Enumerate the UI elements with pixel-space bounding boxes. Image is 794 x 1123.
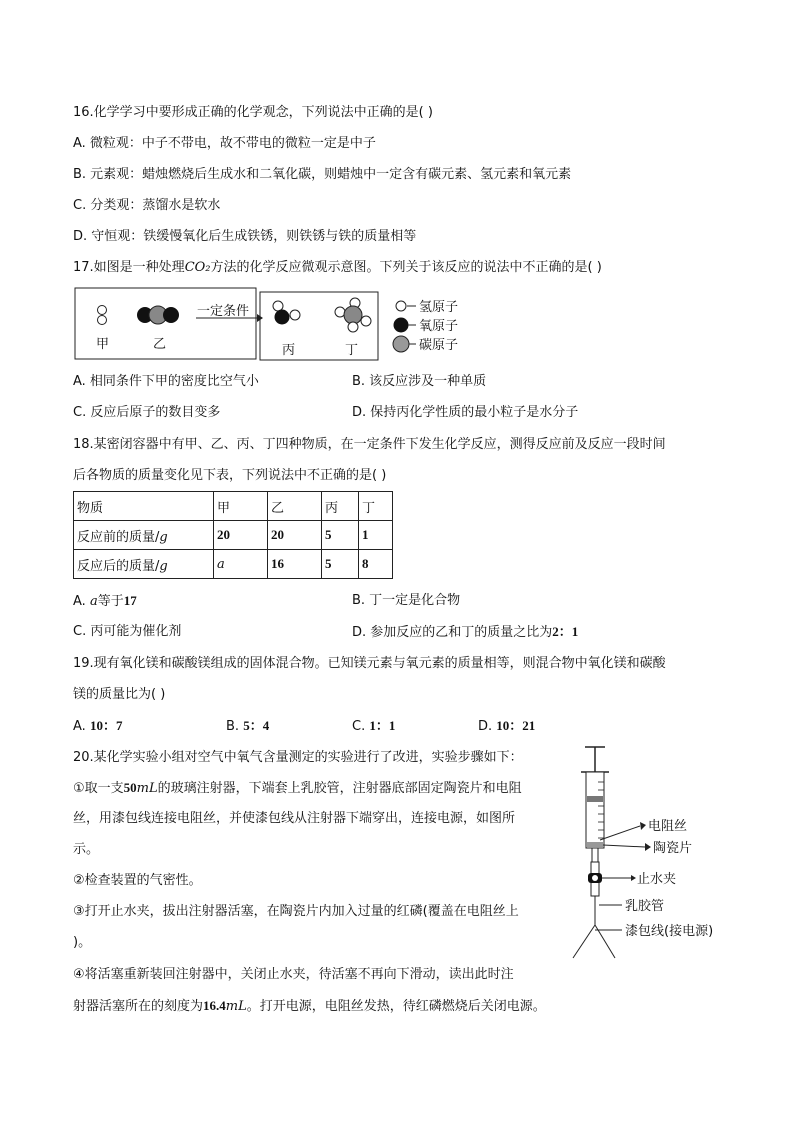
q19-option-c: C. 1：1 — [352, 718, 396, 734]
q17-stem-post: 方法的化学反应微观示意图。下列关于该反应的说法中不正确的是( ) — [210, 260, 602, 275]
label-water-clamp: 止水夹 — [637, 872, 677, 887]
q18-stem-line2: 后各物质的质量变化见下表，下列说法中不正确的是( ) — [73, 468, 387, 483]
table-row-label: 反应前的质量/g — [74, 521, 214, 550]
hydrogen-atom — [273, 301, 283, 311]
hydrogen-atom — [98, 316, 107, 325]
label-ceramic-plate: 陶瓷片 — [653, 841, 693, 856]
table-cell: 16 — [268, 550, 322, 579]
syringe-apparatus — [570, 740, 770, 965]
q17-option-d: D. 保持丙化学性质的最小粒子是水分子 — [352, 405, 579, 420]
table-header-cell: 乙 — [268, 492, 322, 521]
table-cell: 5 — [322, 550, 359, 579]
syringe-barrel — [586, 772, 604, 848]
table-header-row — [74, 492, 393, 521]
table-row — [74, 521, 393, 550]
q17-option-b: B. 该反应涉及一种单质 — [352, 374, 487, 389]
table-cell: 20 — [268, 521, 322, 550]
q19-option-b: B. 5：4 — [226, 718, 270, 734]
table-cell: 5 — [322, 521, 359, 550]
table-cell: 8 — [359, 550, 393, 579]
q16-option-b: B. 元素观：蜡烛燃烧后生成水和二氧化碳，则蜡烛中一定含有碳元素、氢元素和氧元素 — [73, 167, 572, 182]
label-rubber-tube: 乳胶管 — [625, 899, 665, 914]
q19-stem-line1: 19.现有氧化镁和碳酸镁组成的固体混合物。已知镁元素与氧元素的质量相等，则混合物中氧化镁和碳酸 — [73, 656, 666, 671]
label-ding: 丁 — [345, 343, 359, 358]
q16-option-c: C. 分类观：蒸馏水是软水 — [73, 198, 221, 213]
hydrogen-atom — [290, 310, 300, 320]
mass-table — [73, 491, 393, 579]
q16-option-d: D. 守恒观：铁缓慢氧化后生成铁锈，则铁锈与铁的质量相等 — [73, 229, 417, 244]
table-header-cell: 物质 — [74, 492, 214, 521]
table-cell: 1 — [359, 521, 393, 550]
q17-stem — [73, 259, 602, 277]
q18-option-d: D. 参加反应的乙和丁的质量之比为2：1 — [352, 624, 579, 640]
q18-option-c: C. 丙可能为催化剂 — [73, 624, 182, 639]
q17-option-c: C. 反应后原子的数目变多 — [73, 405, 221, 420]
q20-step3-line2: )。 — [73, 935, 92, 950]
table-cell: 20 — [214, 521, 268, 550]
carbon-atom — [344, 306, 362, 324]
q20-step1-line3: 示。 — [73, 842, 100, 857]
ceramic-plate — [587, 842, 603, 847]
arrow-condition: 一定条件 — [197, 304, 250, 319]
leader-ceramic — [603, 845, 645, 847]
table-header-cell: 甲 — [214, 492, 268, 521]
q16-option-a: A. 微粒观：中子不带电，故不带电的微粒一定是中子 — [73, 136, 376, 151]
q18-option-b: B. 丁一定是化合物 — [352, 593, 461, 608]
q19-option-d: D. 10：21 — [478, 718, 536, 734]
q20-step4-line2: 射器活塞所在的刻度为16.4mL。打开电源，电阻丝发热，待红磷燃烧后关闭电源。 — [73, 998, 546, 1014]
q17-option-a: A. 相同条件下甲的密度比空气小 — [73, 374, 259, 389]
q20-step4-line1: ④将活塞重新装回注射器中，关闭止水夹，待活塞不再向下滑动，读出此时注 — [73, 967, 514, 982]
plunger-head — [587, 796, 603, 802]
q17-stem-pre: 17.如图是一种处理 — [73, 260, 185, 275]
legend-oxygen-label: 氧原子 — [419, 319, 459, 334]
legend-hydrogen-icon — [396, 301, 406, 311]
q20-step1-line1: ①取一支50mL的玻璃注射器，下端套上乳胶管，注射器底部固定陶瓷片和电阻 — [73, 780, 522, 796]
label-yi: 乙 — [153, 337, 167, 352]
legend-hydrogen-label: 氢原子 — [419, 300, 459, 315]
q16-stem: 16.化学学习中要形成正确的化学观念，下列说法中正确的是( ) — [73, 105, 433, 120]
oxygen-atom — [275, 310, 290, 325]
table-cell: a — [214, 550, 268, 579]
q19-stem-line2: 镁的质量比为( ) — [73, 687, 166, 702]
table-header-cell: 丙 — [322, 492, 359, 521]
q20-step3-line1: ③打开止水夹，拔出注射器活塞，在陶瓷片内加入过量的红磷(覆盖在电阻丝上 — [73, 904, 519, 919]
table-row-label: 反应后的质量/g — [74, 550, 214, 579]
label-resistance-wire: 电阻丝 — [648, 819, 688, 834]
co2-formula: CO₂ — [184, 260, 211, 275]
legend-carbon-icon — [393, 336, 409, 352]
reaction-diagram — [70, 284, 490, 364]
hydrogen-atom — [98, 306, 107, 315]
q20-step2: ②检查装置的气密性。 — [73, 873, 202, 888]
q18-stem-line1: 18.某密闭容器中有甲、乙、丙、丁四种物质，在一定条件下发生化学反应，测得反应前及反应一段时间 — [73, 437, 666, 452]
hydrogen-atom — [348, 322, 358, 332]
oxygen-atom — [163, 307, 179, 323]
legend-carbon-label: 碳原子 — [419, 338, 459, 353]
q19-option-a: A. 10：7 — [73, 718, 123, 734]
table-row — [74, 550, 393, 579]
legend-oxygen-icon — [394, 318, 409, 333]
q20-step1-line2: 丝，用漆包线连接电阻丝，并使漆包线从注射器下端穿出，连接电源，如图所 — [73, 811, 516, 826]
hydrogen-atom — [361, 316, 371, 326]
leader-resistance-wire — [600, 826, 640, 840]
table-header-cell: 丁 — [359, 492, 393, 521]
label-jia: 甲 — [96, 337, 110, 352]
q20-stem: 20.某化学实验小组对空气中氧气含量测定的实验进行了改进，实验步骤如下： — [73, 750, 523, 765]
hydrogen-atom — [335, 307, 345, 317]
label-enamel-wire: 漆包线(接电源) — [625, 924, 714, 939]
label-bing: 丙 — [282, 343, 296, 358]
q18-option-a: A. a等于17 — [73, 593, 137, 609]
